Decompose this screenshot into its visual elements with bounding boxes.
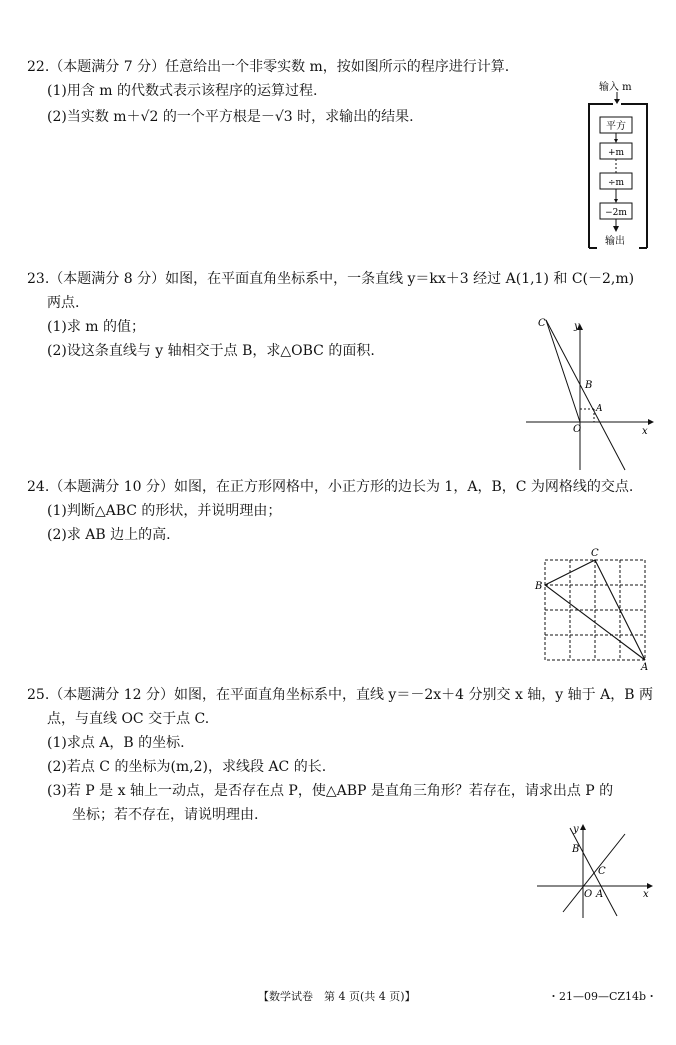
page-footer-center: 【数学试卷 第 4 页(共 4 页)】: [258, 990, 416, 1003]
q23-label-A: A: [596, 404, 603, 414]
page-footer-code: ・21—09—CZ14b・: [548, 990, 658, 1003]
flow-step-square-label: 平方: [606, 121, 626, 132]
q22-part1: (1)用含 m 的代数式表示该程序的运算过程.: [47, 83, 318, 99]
q25-label-y: y: [573, 824, 579, 835]
q25-title-cont: 点，与直线 OC 交于点 C.: [47, 711, 210, 727]
q23-label-x: x: [642, 426, 648, 437]
q25-part1: (1)求点 A，B 的坐标.: [47, 735, 185, 751]
q23-label-B: B: [585, 380, 593, 391]
q23-graph: [522, 312, 656, 474]
q25-label-A: A: [596, 889, 604, 900]
flow-input-label: 输入 m: [599, 82, 632, 93]
q24-label-A: A: [641, 662, 649, 672]
q22-title: 22.（本题满分 7 分）任意给出一个非零实数 m，按如图所示的程序进行计算.: [27, 59, 510, 75]
q23-label-O: O: [573, 424, 582, 435]
q25-title: 25.（本题满分 12 分）如图，在平面直角坐标系中，直线 y＝－2x＋4 分别交 x 轴，y 轴于 A，B 两: [27, 687, 653, 703]
q25-label-B: B: [572, 844, 580, 855]
flow-step-minus-2m-label: −2m: [605, 208, 627, 218]
q23-title: 23.（本题满分 8 分）如图，在平面直角坐标系中，一条直线 y＝kx＋3 经过 A(1,1) 和 C(－2,m): [27, 271, 635, 287]
q23-part1: (1)求 m 的值；: [47, 319, 146, 335]
q25-graph: [535, 820, 656, 920]
q24-label-B: B: [535, 581, 543, 592]
q25-part3-cont: 坐标；若不存在，请说明理由.: [72, 807, 259, 823]
q25-part3: (3)若 P 是 x 轴上一动点，是否存在点 P，使△ABP 是直角三角形？若存在，请求出点 P 的: [47, 783, 614, 799]
flowchart-figure: [585, 78, 657, 250]
q23-part2: (2)设这条直线与 y 轴相交于点 B，求△OBC 的面积.: [47, 343, 375, 359]
flow-step-plus-m-label: +m: [607, 148, 625, 158]
q24-part2: (2)求 AB 边上的高.: [47, 527, 171, 543]
q24-part1: (1)判断△ABC 的形状，并说明理由；: [47, 503, 282, 519]
q25-label-x: x: [643, 889, 649, 900]
q24-grid-figure: [532, 544, 656, 672]
q24-label-C: C: [591, 548, 599, 559]
q25-label-C: C: [598, 866, 606, 877]
flow-output-label: 输出: [605, 236, 625, 247]
q25-label-O: O: [584, 889, 593, 900]
q25-part2: (2)若点 C 的坐标为(m,2)，求线段 AC 的长.: [47, 759, 327, 775]
q23-label-C: C: [538, 318, 546, 329]
q23-label-y: y: [574, 321, 580, 332]
flow-step-div-m-label: ÷m: [607, 178, 625, 188]
q24-title: 24.（本题满分 10 分）如图，在正方形网格中，小正方形的边长为 1，A，B，C 为网格线的交点.: [27, 479, 634, 495]
q22-part2: (2)当实数 m＋√2 的一个平方根是－√3 时，求输出的结果.: [47, 109, 414, 125]
q23-title-cont: 两点.: [47, 295, 80, 311]
